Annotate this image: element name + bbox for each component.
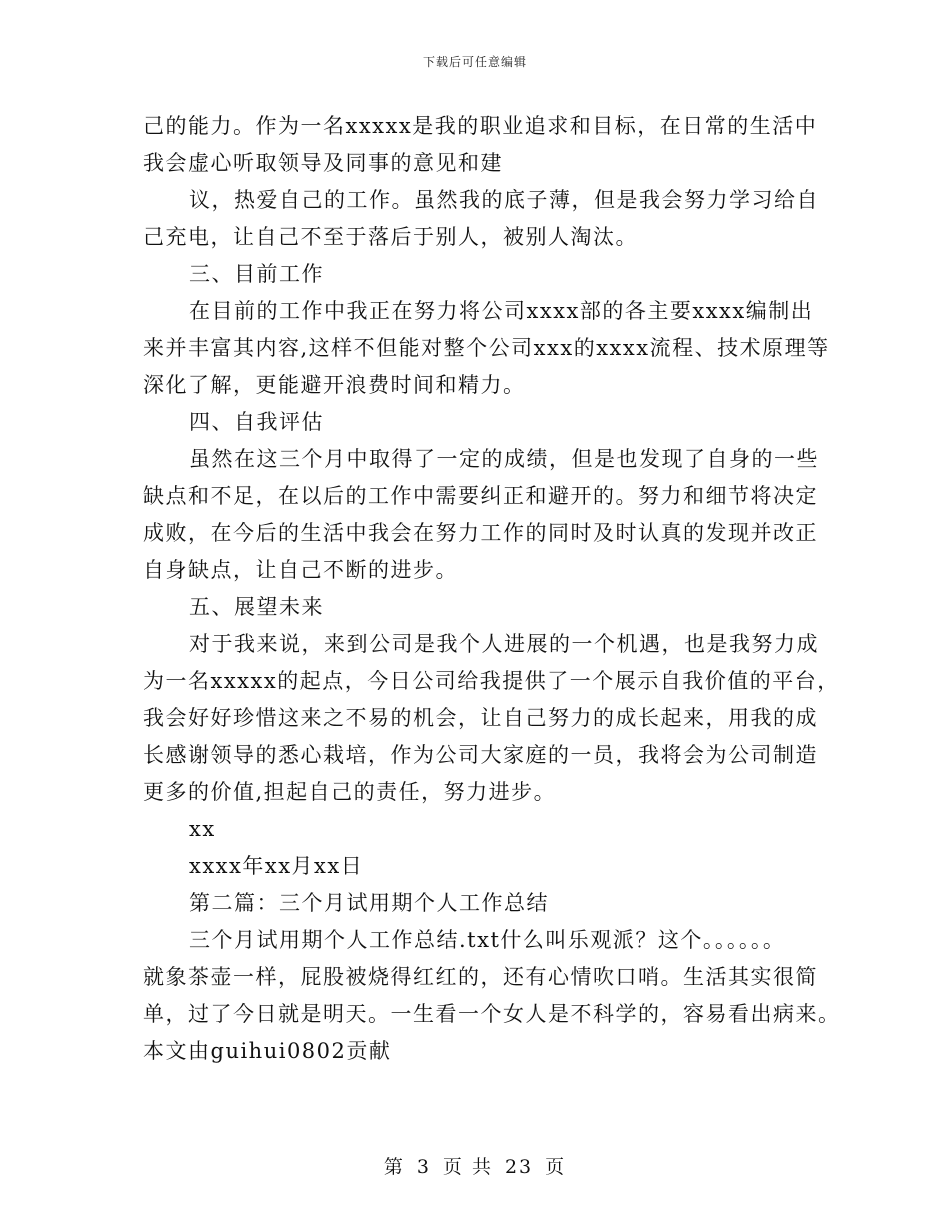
page-middle: 页 共: [442, 1156, 493, 1178]
text-line: 虽然在这三个月中取得了一定的成绩，但是也发现了自身的一些: [189, 447, 819, 471]
text-line: 成败，在今后的生活中我会在努力工作的同时及时认真的发现并改正: [143, 521, 818, 545]
page-suffix: 页: [545, 1156, 567, 1178]
text-line: 缺点和不足，在以后的工作中需要纠正和避开的。努力和细节将决定: [143, 484, 818, 508]
text-line: 己的能力。作为一名xxxxx是我的职业追求和目标，在日常的生活中: [143, 114, 818, 138]
page-total: 23: [504, 1156, 534, 1178]
body-text: [143, 108, 841, 1070]
text-line: 长感谢领导的悉心栽培，作为公司大家庭的一员，我将会为公司制造: [143, 743, 818, 767]
page-prefix: 第: [383, 1156, 405, 1178]
text-line: 单，过了今日就是明天。一生看一个女人是不科学的，容易看出病来。: [143, 1002, 841, 1026]
text-line: 我会好好珍惜这来之不易的机会，让自己努力的成长起来，用我的成: [143, 706, 818, 730]
text-line: 本文由guihui0802贡献: [143, 1039, 392, 1063]
header-note: 下载后可任意编辑: [422, 55, 527, 69]
text-line: 对于我来说，来到公司是我个人进展的一个机遇，也是我努力成: [189, 632, 819, 656]
text-line: 为一名xxxxx的起点，今日公司给我提供了一个展示自我价值的平台，: [143, 669, 840, 693]
section-heading: 五、展望未来: [189, 595, 324, 619]
text-line: 议，热爱自己的工作。虽然我的底子薄，但是我会努力学习给自: [189, 188, 819, 212]
text-line: 三个月试用期个人工作总结.txt什么叫乐观派？这个。。。。。。: [189, 928, 786, 952]
text-line: 己充电，让自己不至于落后于别人，被别人淘汰。: [143, 225, 638, 249]
text-line: 就象茶壶一样，屁股被烧得红红的，还有心情吹口哨。生活其实很简: [143, 965, 818, 989]
text-line: 我会虚心听取领导及同事的意见和建: [143, 151, 503, 175]
signature-date: xxxx年xx月xx日: [189, 854, 364, 878]
section-heading: 四、自我评估: [189, 410, 324, 434]
text-line: 在目前的工作中我正在努力将公司xxxx部的各主要xxxx编制出: [189, 299, 814, 323]
page-current: 3: [416, 1156, 431, 1178]
text-line: 自身缺点，让自己不断的进步。: [143, 558, 458, 582]
text-line: 更多的价值,担起自己的责任，努力进步。: [143, 780, 557, 804]
text-line: 来并丰富其内容,这样不但能对整个公司xxx的xxxx流程、技术原理等: [143, 336, 830, 360]
signature-name: xx: [189, 817, 216, 841]
text-line: 深化了解，更能避开浪费时间和精力。: [143, 373, 526, 397]
section-heading: 三、目前工作: [189, 262, 324, 286]
page-number-footer: [0, 1152, 950, 1179]
article-title: 第二篇：三个月试用期个人工作总结: [189, 891, 549, 915]
